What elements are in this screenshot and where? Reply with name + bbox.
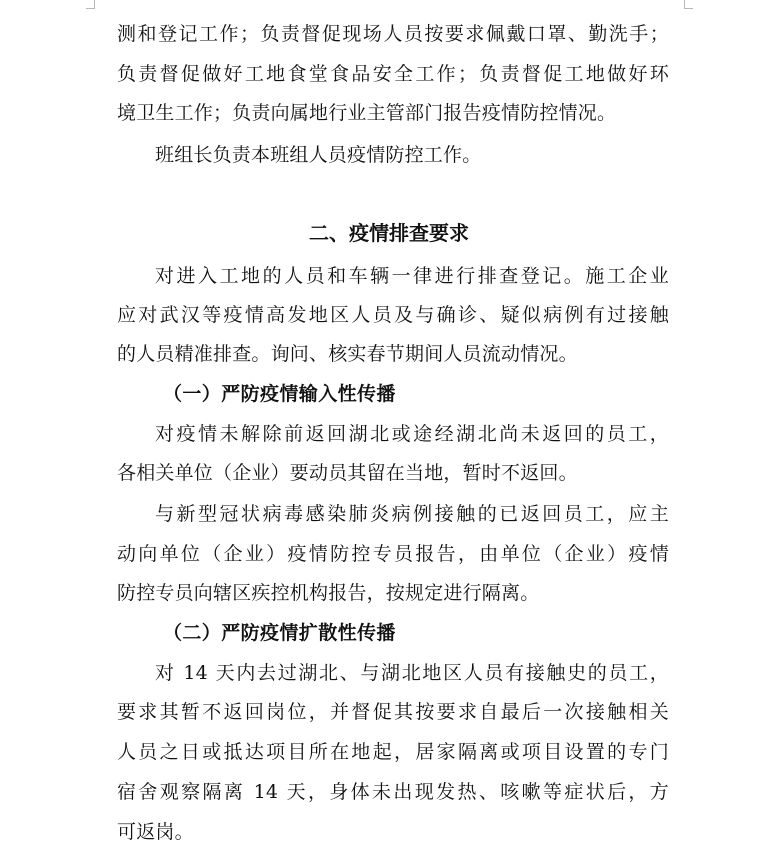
subsection-heading-1: （一）严防疫情输入性传播: [163, 383, 396, 405]
paragraph-line: 对 14 天内去过湖北、与湖北地区人员有接触史的员工，: [155, 662, 669, 684]
paragraph-line: 各相关单位（企业）要动员其留在当地，暂时不返回。: [117, 462, 578, 484]
paragraph-line: 测和登记工作；负责督促现场人员按要求佩戴口罩、勤洗手；: [117, 23, 669, 45]
paragraph-line: 负责督促做好工地食堂食品安全工作；负责督促工地做好环: [117, 63, 669, 85]
paragraph-line: 与新型冠状病毒感染肺炎病例接触的已返回员工，应主: [155, 503, 669, 525]
subsection-heading-2: （二）严防疫情扩散性传播: [163, 622, 396, 644]
paragraph-line: 境卫生工作；负责向属地行业主管部门报告疫情防控情况。: [117, 102, 617, 124]
paragraph-line: 人员之日或抵达项目所在地起，居家隔离或项目设置的专门: [117, 741, 669, 763]
paragraph-line: 可返岗。: [117, 821, 194, 843]
paragraph-line: 动向单位（企业）疫情防控专员报告，由单位（企业）疫情: [117, 543, 669, 565]
paragraph-line: 对疫情未解除前返回湖北或途经湖北尚未返回的员工，: [155, 423, 669, 445]
paragraph-line: 防控专员向辖区疾控机构报告，按规定进行隔离。: [117, 582, 540, 604]
paragraph-line: 对进入工地的人员和车辆一律进行排查登记。施工企业: [155, 265, 669, 287]
paragraph-line: 宿舍观察隔离 14 天，身体未出现发热、咳嗽等症状后，方: [117, 781, 669, 803]
paragraph-line: 班组长负责本班组人员疫情防控工作。: [155, 144, 482, 166]
paragraph-line: 要求其暂不返回岗位，并督促其按要求自最后一次接触相关: [117, 701, 669, 723]
paragraph-line: 的人员精准排查。询问、核实春节期间人员流动情况。: [117, 343, 578, 365]
section-heading: 二、疫情排查要求: [309, 221, 469, 245]
crop-mark-right: [684, 0, 693, 9]
paragraph-line: 应对武汉等疫情高发地区人员及与确诊、疑似病例有过接触: [117, 304, 669, 326]
crop-mark-left: [86, 0, 95, 9]
